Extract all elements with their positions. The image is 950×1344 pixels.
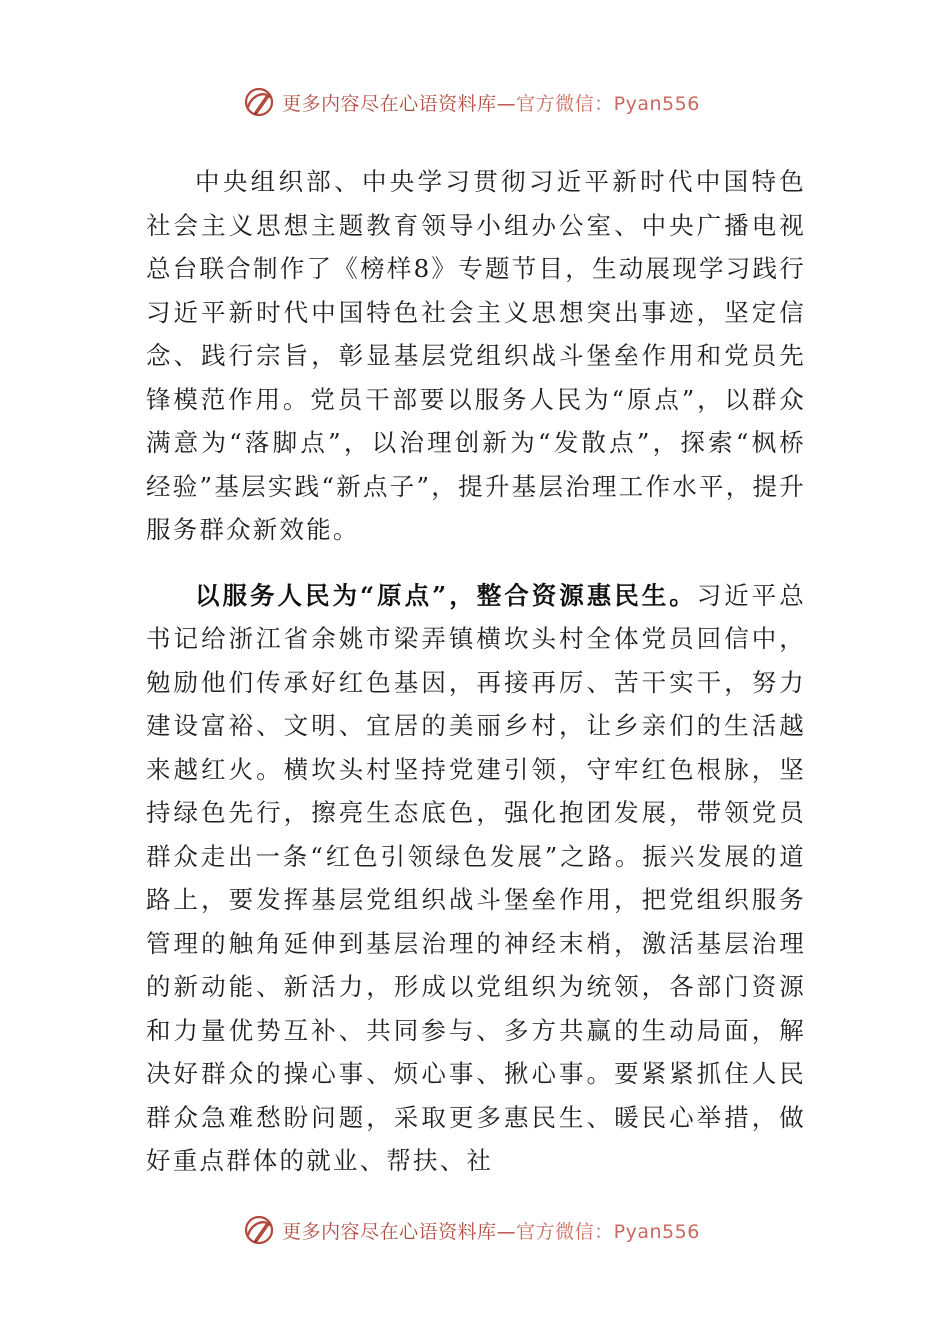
footer-banner <box>0 1210 950 1250</box>
paragraph-text: 习近平总书记给浙江省余姚市梁弄镇横坎头村全体党员回信中，勉励他们传承好红色基因，再接再厉、苦干实干，努力建设富裕、文明、宜居的美丽乡村，让乡亲们的生活越来越红火。横坎头村坚持党建引领，守牢红色根脉，坚持绿色先行，擦亮生态底色，强化抱团发展，带领党员群众走出一条“红色引领绿色发展”之路。振兴发展的道路上，要发挥基层党组织战斗堡垒作用，把党组织服务管理的触角延伸到基层治理的神经末梢，激活基层治理的新动能、新活力，形成以党组织为统领，各部门资源和力量优势互补、共同参与、多方共赢的生动局面，解决好群众的操心事、烦心事、揪心事。要紧紧抓住人民群众急难愁盼问题，采取更多惠民生、暖民心举措，做好重点群体的就业、帮扶、社 <box>146 580 806 1175</box>
header-banner <box>0 82 950 122</box>
banner-site-name: 更多内容尽在心语资料库 <box>282 1220 497 1243</box>
banner-site-name: 更多内容尽在心语资料库 <box>282 92 497 115</box>
banner-separator: — <box>496 1220 517 1243</box>
banner-text <box>282 89 700 116</box>
pen-swirl-logo-icon <box>242 1213 276 1247</box>
paragraph-section-1 <box>146 574 806 1183</box>
banner-contact: 官方微信：Pyan556 <box>516 92 700 115</box>
banner-contact: 官方微信：Pyan556 <box>516 1220 700 1243</box>
banner-text <box>282 1217 700 1244</box>
pen-swirl-logo-icon <box>242 85 276 119</box>
document-body <box>146 160 806 1183</box>
paragraph-text: 中央组织部、中央学习贯彻习近平新时代中国特色社会主义思想主题教育领导小组办公室、中央广播电视总台联合制作了《榜样8》专题节目，生动展现学习践行习近平新时代中国特色社会主义思想突出事迹，坚定信念、践行宗旨，彰显基层党组织战斗堡垒作用和党员先锋模范作用。党员干部要以服务人民为“原点”，以群众满意为“落脚点”，以治理创新为“发散点”，探索“枫桥经验”基层实践“新点子”，提升基层治理工作水平，提升服务群众新效能。 <box>146 167 806 544</box>
banner-separator: — <box>496 92 517 115</box>
banner-inner <box>242 1213 700 1247</box>
paragraph-lead: 以服务人民为“原点”，整合资源惠民生。 <box>195 580 697 610</box>
paragraph-intro <box>146 160 806 552</box>
banner-inner <box>242 85 700 119</box>
